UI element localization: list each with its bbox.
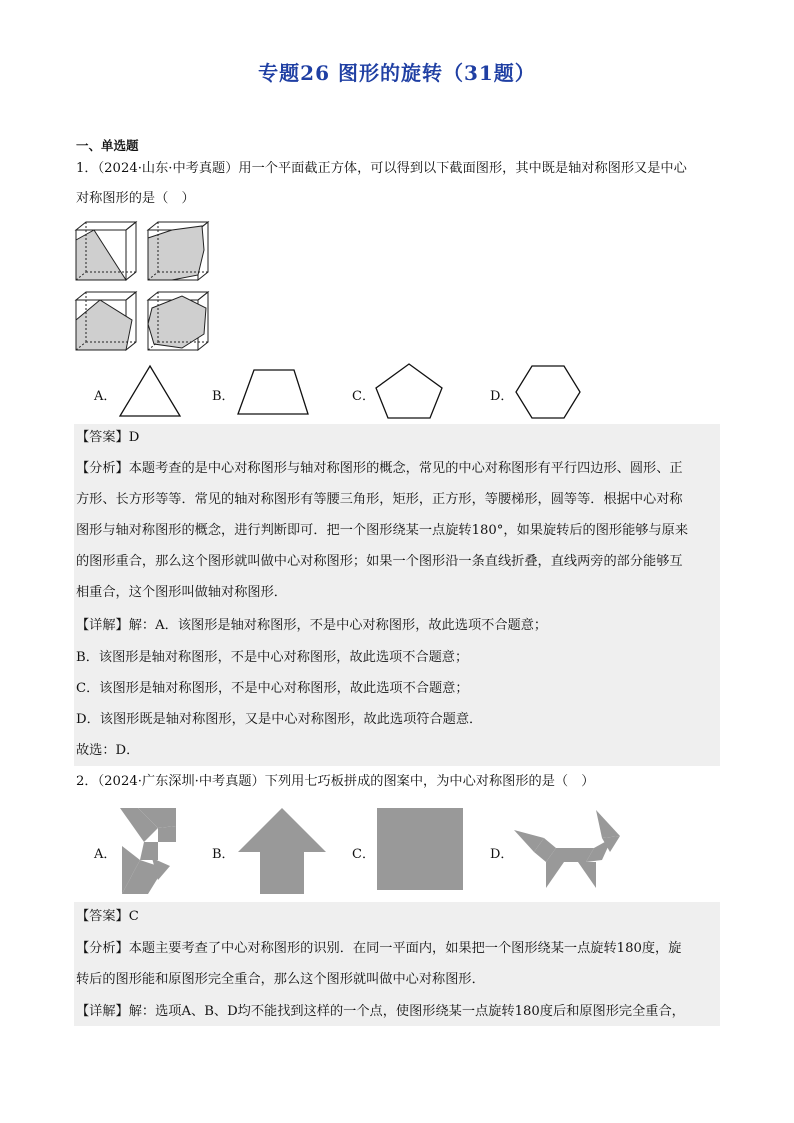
q1-detail-line: 【详解】解：A．该图形是轴对称图形，不是中心对称图形，故此选项不合题意； — [76, 618, 548, 633]
q1-detail-line: D．该图形既是轴对称图形，又是中心对称图形，故此选项符合题意． — [76, 712, 483, 727]
cube-figure-4 — [148, 292, 208, 350]
q2-option-a-label: A． — [94, 847, 117, 862]
q1-answer: 【答案】D — [76, 430, 140, 445]
q1-stem-line2: 对称图形的是（ ） — [76, 191, 195, 206]
triangle-shape — [118, 364, 182, 418]
q1-stem-line1: 1．（2024·山东·中考真题）用一个平面截正方体，可以得到以下截面图形，其中既是轴对称图形又是中心 — [76, 161, 687, 176]
q1-detail-line: B．该图形是轴对称图形，不是中心对称图形，故此选项不合题意； — [76, 650, 469, 665]
q1-analysis-line: 【分析】本题考查的是中心对称图形与轴对称图形的概念，常见的中心对称图形有平行四边形、圆形、正 — [76, 461, 683, 476]
pentagon-shape — [372, 362, 446, 420]
cube-sections-figure — [70, 220, 215, 355]
q2-option-c-label: C． — [352, 847, 375, 862]
q2-answer: 【答案】C — [76, 909, 139, 924]
q2-stem: 2．（2024·广东深圳·中考真题）下列用七巧板拼成的图案中，为中心对称图形的是（ ） — [76, 774, 595, 789]
tangram-dog-shape — [512, 808, 622, 890]
q2-option-d-label: D． — [490, 847, 514, 862]
q1-option-c-label: C． — [352, 389, 375, 404]
q1-option-a-label: A． — [94, 389, 117, 404]
tangram-rabbit-shape — [118, 806, 178, 896]
q1-detail-line: C．该图形是轴对称图形，不是中心对称图形，故此选项不合题意； — [76, 681, 469, 696]
hexagon-shape — [514, 364, 582, 420]
q2-analysis-line: 【分析】本题主要考查了中心对称图形的识别．在同一平面内，如果把一个图形绕某一点旋转180度，旋 — [76, 941, 682, 956]
trapezoid-shape — [236, 368, 312, 418]
cube-figure-3 — [76, 292, 136, 350]
q2-analysis-line: 转后的图形能和原图形完全重合，那么这个图形就叫做中心对称图形． — [76, 972, 485, 987]
cube-figure-1 — [76, 222, 136, 280]
tangram-square-shape — [375, 806, 465, 892]
q1-option-d-label: D． — [490, 389, 514, 404]
q1-analysis-line: 相重合，这个图形叫做轴对称图形． — [76, 585, 287, 600]
cube-figure-2 — [148, 222, 208, 280]
q1-detail-line: 故选：D． — [76, 743, 140, 758]
q2-detail-line: 【详解】解：选项A、B、D均不能找到这样的一个点，使图形绕某一点旋转180度后和原图形完全重合， — [76, 1004, 685, 1019]
q1-option-b-label: B． — [212, 389, 235, 404]
tangram-arrow-shape — [236, 806, 328, 896]
q1-analysis-line: 的图形重合，那么这个图形就叫做中心对称图形；如果一个图形沿一条直线折叠，直线两旁的部分能够互 — [76, 554, 683, 569]
q2-option-b-label: B． — [212, 847, 235, 862]
q1-analysis-line: 图形与轴对称图形的概念，进行判断即可．把一个图形绕某一点旋转180°，如果旋转后的图形能够与原来 — [76, 523, 689, 538]
page-title: 专题26 图形的旋转（31题） — [258, 61, 536, 85]
q1-analysis-line: 方形、长方形等等．常见的轴对称图形有等腰三角形，矩形，正方形，等腰梯形，圆等等．根据中心对称 — [76, 492, 683, 507]
section-heading: 一、单选题 — [76, 138, 139, 153]
